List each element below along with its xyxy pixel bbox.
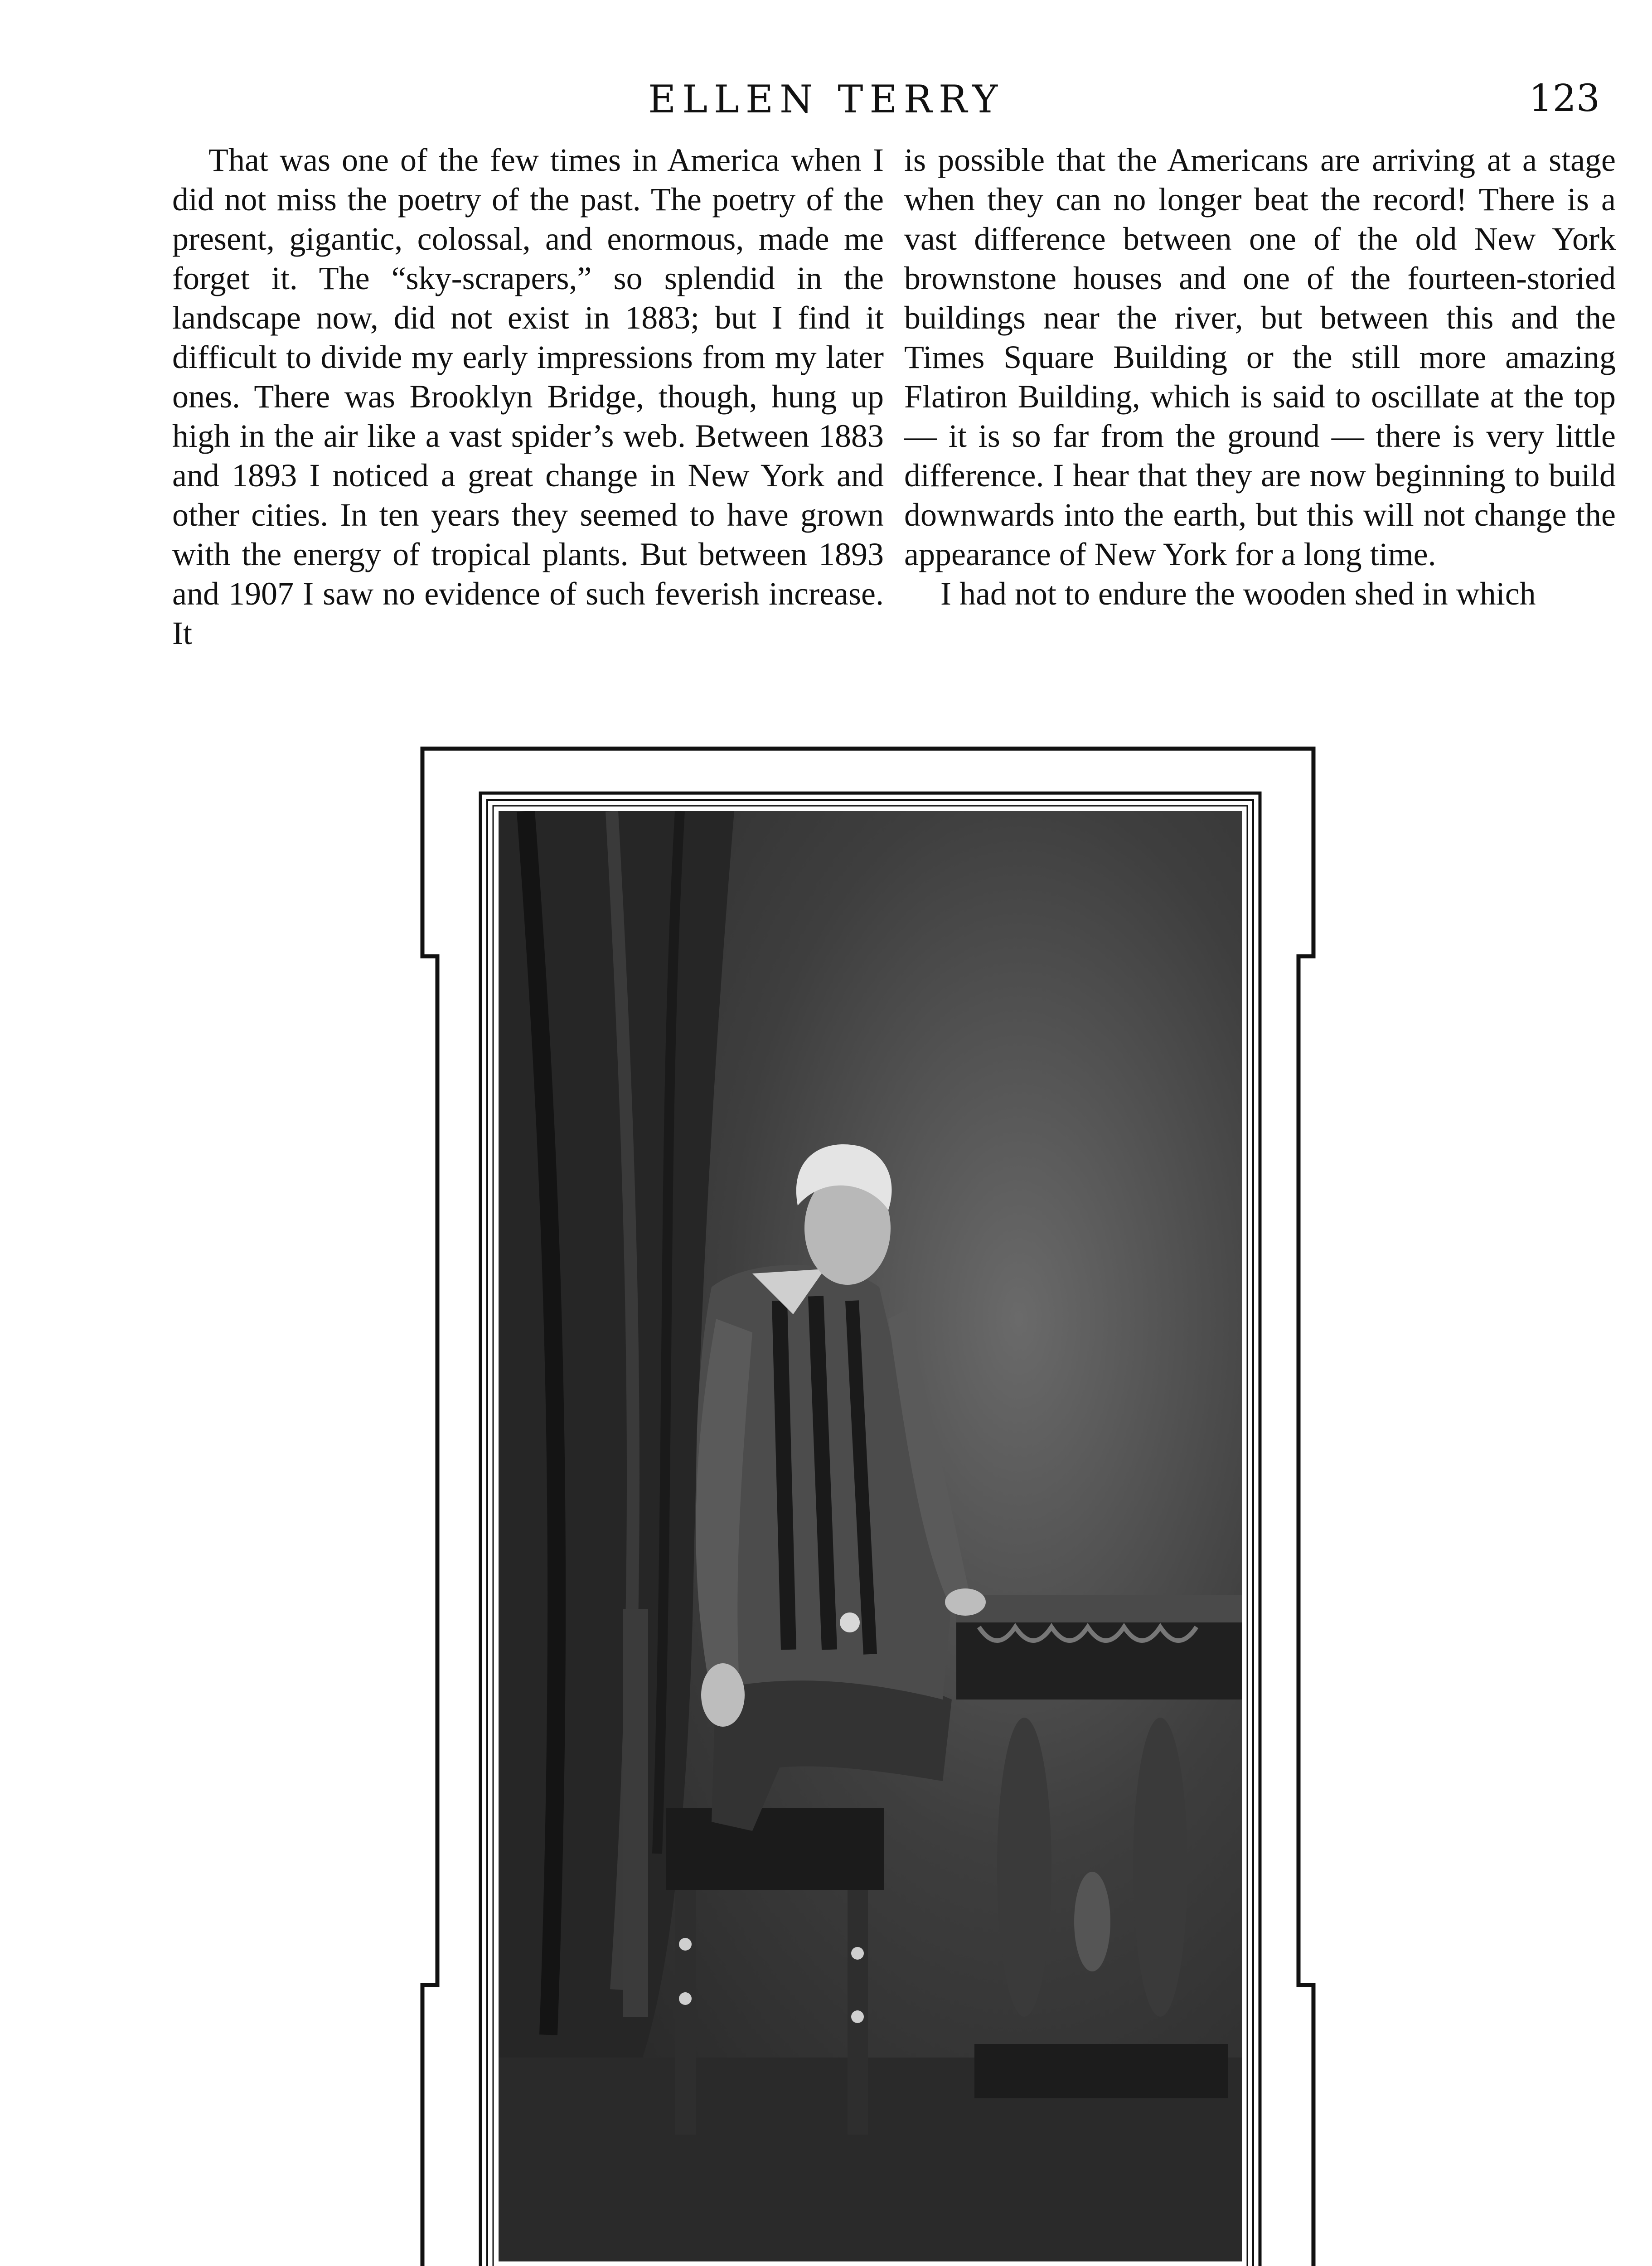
figure-plate xyxy=(417,743,1319,2266)
right-column xyxy=(904,140,1616,614)
page-number: 123 xyxy=(1529,77,1600,120)
left-column xyxy=(172,140,884,653)
right-column-paragraph-2: I had not to endure the wooden shed in which xyxy=(940,576,1536,612)
henry-irving-photograph xyxy=(499,811,1242,2261)
running-title: ELLEN TERRY xyxy=(648,77,1004,121)
right-column-paragraph-1: is possible that the Americans are arriving at a stage when they can no longer beat the record! There is a vast difference between one of the old New York brownstone houses and one of the fourteen-storied buildings near the river, but between this and the Times Square Building or the still more amazing Flatiron Building, which is said to oscillate at the top — it is so far from the ground — there is very little difference. I hear that they are now beginning to build downwards into the earth, but this will not change the appearance of New York for a long time. xyxy=(904,142,1616,572)
left-column-paragraph: That was one of the few times in America when I did not miss the poetry of the past. The poetry of the present, gigantic, colossal, and enormous, made me forget it. The “sky-scrapers,” so splendid in the landscape now, did not exist in 1883; but I find it difficult to divide my early impressions from my later ones. There was Brooklyn Bridge, though, hung up high in the air like a vast spider’s web. Between 1883 and 1893 I noticed a great change in New York and other cities. In ten years they seemed to have grown with the energy of tropical plants. But between 1893 and 1907 I saw no evidence of such feverish increase. It xyxy=(172,142,884,651)
